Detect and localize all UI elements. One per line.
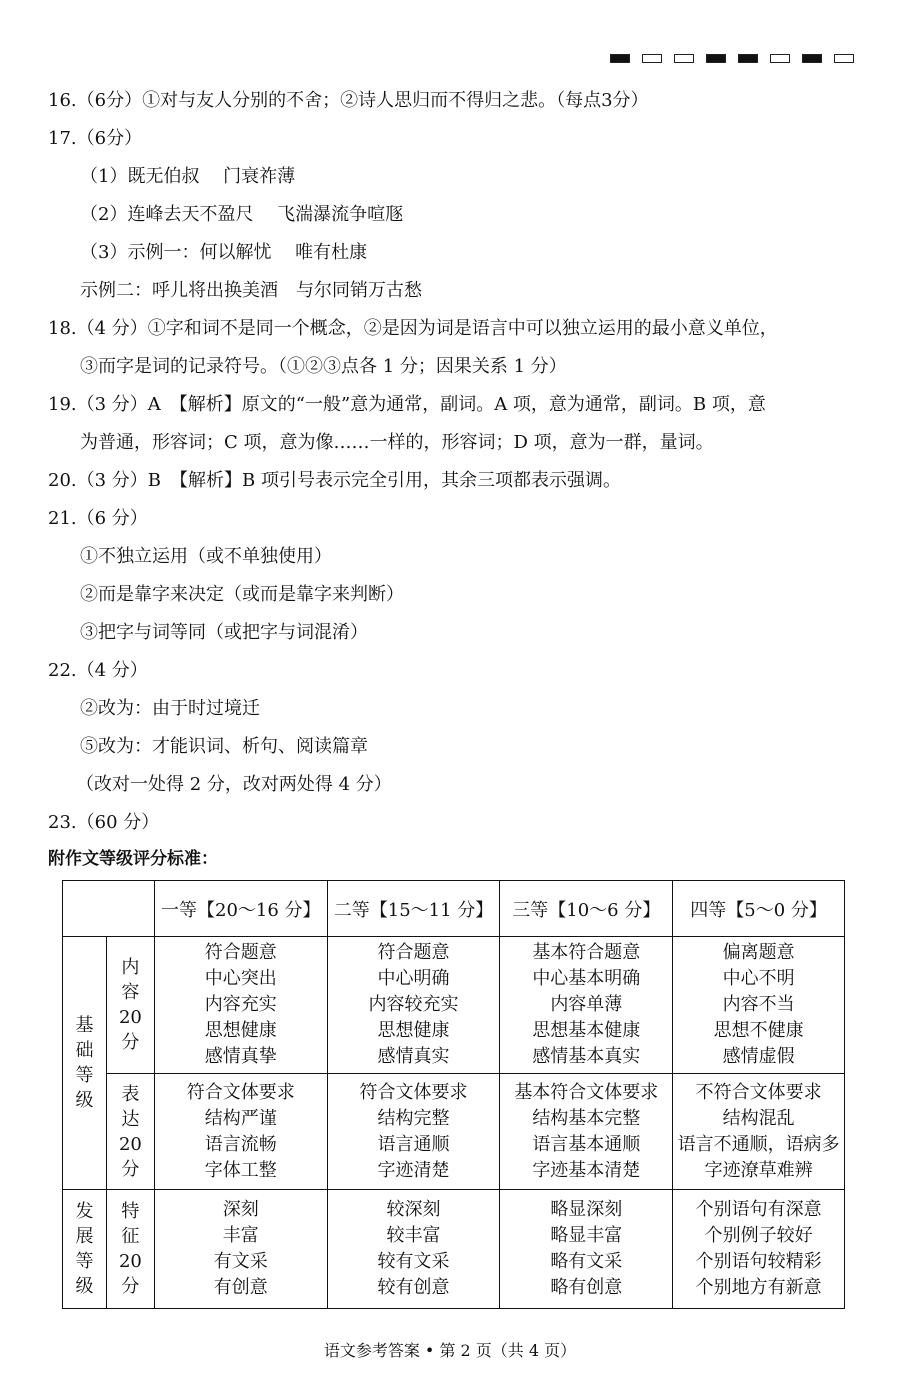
header-grade-4: 四等【5～0 分】: [673, 881, 845, 937]
header-marks: [610, 54, 854, 63]
cell-line: 较有创意: [377, 1277, 450, 1298]
cell-line: 结构基本完整: [532, 1107, 641, 1129]
cell-line: 征: [121, 1226, 140, 1247]
cell-line: 有文采: [213, 1251, 268, 1272]
answer-line: 20.（3 分）B 【解析】B 项引号表示完全引用，其余三项都表示强调。: [48, 470, 621, 491]
cell-line: 思想健康: [377, 1020, 450, 1041]
answer-line: 19.（3 分）A 【解析】原文的“一般”意为通常，副词。A 项，意为通常，副词。B 项，意: [48, 394, 766, 415]
cell-line: 级: [75, 1276, 94, 1297]
cell-line: 语言不通顺，语病多: [677, 1133, 840, 1155]
cell-line: 思想健康: [204, 1020, 277, 1041]
cell: [500, 1074, 673, 1190]
cell-line: 内容不当: [722, 994, 795, 1015]
row-label-content: [106, 937, 154, 1074]
cell-line: 特: [121, 1201, 140, 1222]
cell-line: 思想基本健康: [532, 1020, 641, 1041]
cell-line: 20: [118, 1007, 142, 1028]
cell-line: 符合文体要求: [359, 1081, 468, 1103]
group-basic-label: [63, 937, 107, 1190]
cell: [327, 1074, 500, 1190]
answer-line: （2）连峰去天不盈尺 飞湍瀑流争喧豗: [80, 204, 404, 225]
cell-line: 符合题意: [204, 942, 277, 963]
cell-line: 基本符合文体要求: [514, 1081, 659, 1103]
cell-line: 感情基本真实: [532, 1046, 641, 1067]
header-mark: [738, 54, 758, 63]
group-dev-label: [63, 1190, 107, 1309]
answer-line: 18.（4 分）①字和词不是同一个概念，②是因为词是语言中可以独立运用的最小意义单位，: [48, 318, 778, 339]
cell-line: 语言基本通顺: [532, 1133, 641, 1155]
cell-line: 表: [121, 1083, 140, 1105]
cell-line: 发: [75, 1201, 94, 1222]
row-label-expression: [106, 1074, 154, 1190]
cell-line: 个别例子较好: [704, 1225, 813, 1246]
header-mark: [802, 54, 822, 63]
answer-line: ②改为：由于时过境迁: [80, 698, 260, 719]
cell-line: 结构混乱: [722, 1107, 795, 1129]
cell-line: 等: [75, 1251, 94, 1272]
cell-line: 有创意: [213, 1277, 268, 1298]
header-grade-2: 二等【15～11 分】: [327, 881, 500, 937]
answer-line: 22.（4 分）: [48, 660, 148, 681]
header-mark: [674, 54, 694, 63]
cell-line: 字体工整: [204, 1159, 277, 1181]
cell: [500, 937, 673, 1074]
cell: [500, 1190, 673, 1309]
appendix-title: 附作文等级评分标准：: [48, 849, 218, 869]
answer-line: ③把字与词等同（或把字与词混淆）: [80, 622, 368, 643]
header-mark: [706, 54, 726, 63]
cell-line: 略有文采: [550, 1251, 623, 1272]
cell-line: 符合题意: [377, 942, 450, 963]
cell-line: 略显丰富: [550, 1225, 623, 1246]
cell-line: 思想不健康: [713, 1020, 804, 1041]
cell-line: 较丰富: [386, 1225, 441, 1246]
row-label-feature: [106, 1190, 154, 1309]
cell-line: 符合文体要求: [186, 1081, 295, 1103]
header-grade-1: 一等【20～16 分】: [154, 881, 327, 937]
cell-line: 字迹基本清楚: [532, 1159, 641, 1181]
cell-line: 语言通顺: [377, 1133, 450, 1155]
cell: [154, 1190, 327, 1309]
cell: [673, 1190, 845, 1309]
cell-line: 容: [121, 982, 140, 1003]
cell-line: 较深刻: [386, 1199, 441, 1220]
cell-line: 级: [75, 1090, 94, 1111]
header-mark: [610, 54, 630, 63]
cell-line: 个别地方有新意: [695, 1277, 822, 1298]
answer-line: 16.（6分）①对与友人分别的不舍；②诗人思归而不得归之悲。（每点3分）: [48, 90, 649, 111]
cell-line: 感情真实: [377, 1046, 450, 1067]
grading-table: [62, 880, 845, 1309]
cell-line: 内容充实: [204, 994, 277, 1015]
answer-line: 21.（6 分）: [48, 508, 148, 529]
cell-line: 中心突出: [204, 968, 277, 989]
cell-line: 个别语句较精彩: [695, 1251, 822, 1272]
answer-line: （改对一处得 2 分，改对两处得 4 分）: [76, 774, 392, 795]
page-footer: 语文参考答案 • 第 2 页（共 4 页）: [323, 1341, 577, 1360]
cell-line: 分: [121, 1032, 140, 1053]
table-row-expression: [63, 1074, 845, 1190]
cell-line: 分: [121, 1276, 140, 1297]
table-row-feature: [63, 1190, 845, 1309]
cell-line: 深刻: [222, 1199, 259, 1220]
cell-line: 略显深刻: [550, 1199, 623, 1220]
cell-line: 基本符合题意: [532, 942, 641, 963]
header-grade-3: 三等【10～6 分】: [500, 881, 673, 937]
cell-line: 丰富: [222, 1225, 259, 1246]
cell-line: 中心不明: [722, 968, 795, 989]
table-row-content: [63, 937, 845, 1074]
cell: [154, 937, 327, 1074]
cell: [154, 1074, 327, 1190]
answer-line: （1）既无伯叔 门衰祚薄: [80, 166, 296, 187]
cell: [327, 937, 500, 1074]
table-header-row: [63, 881, 845, 937]
answer-line: 为普通，形容词；C 项，意为像……一样的，形容词；D 项，意为一群，量词。: [80, 432, 714, 453]
cell-line: 偏离题意: [722, 942, 795, 963]
cell-line: 结构完整: [377, 1107, 450, 1129]
cell-line: 达: [121, 1108, 140, 1130]
cell-line: 等: [75, 1065, 94, 1086]
cell-line: 感情虚假: [722, 1046, 795, 1067]
answer-line: （3）示例一：何以解忧 唯有杜康: [80, 242, 368, 263]
cell-line: 字迹清楚: [377, 1159, 450, 1181]
cell-line: 不符合文体要求: [695, 1081, 822, 1103]
cell-line: 个别语句有深意: [695, 1199, 822, 1220]
cell-line: 感情真挚: [204, 1046, 277, 1067]
answer-line: 17.（6分）: [48, 128, 143, 149]
cell-line: 础: [75, 1040, 94, 1061]
answer-line: 23.（60 分）: [48, 812, 160, 833]
header-mark: [834, 54, 854, 63]
cell-line: 分: [121, 1158, 140, 1180]
cell-line: 中心明确: [377, 968, 450, 989]
cell-line: 20: [118, 1251, 142, 1272]
cell-line: 字迹潦草难辨: [704, 1159, 813, 1181]
cell: [327, 1190, 500, 1309]
cell-line: 内容单薄: [550, 994, 623, 1015]
cell-line: 中心基本明确: [532, 968, 641, 989]
cell: [673, 1074, 845, 1190]
header-mark: [642, 54, 662, 63]
cell-line: 20: [118, 1133, 142, 1155]
header-mark: [770, 54, 790, 63]
cell: [673, 937, 845, 1074]
answer-line: ③而字是词的记录符号。（①②③点各 1 分；因果关系 1 分）: [80, 356, 567, 377]
cell-line: 略有创意: [550, 1277, 623, 1298]
corner-cell: [63, 881, 155, 937]
cell-line: 内: [121, 957, 140, 978]
answer-line: ⑤改为：才能识词、析句、阅读篇章: [80, 736, 368, 757]
cell-line: 基: [75, 1015, 94, 1036]
answer-line: ②而是靠字来决定（或而是靠字来判断）: [80, 584, 404, 605]
cell-line: 内容较充实: [368, 994, 459, 1015]
cell-line: 结构严谨: [204, 1107, 277, 1129]
answer-line: 示例二：呼儿将出换美酒 与尔同销万古愁: [80, 280, 422, 301]
cell-line: 语言流畅: [204, 1133, 277, 1155]
answer-line: ①不独立运用（或不单独使用）: [80, 546, 332, 567]
cell-line: 较有文采: [377, 1251, 450, 1272]
cell-line: 展: [75, 1226, 94, 1247]
